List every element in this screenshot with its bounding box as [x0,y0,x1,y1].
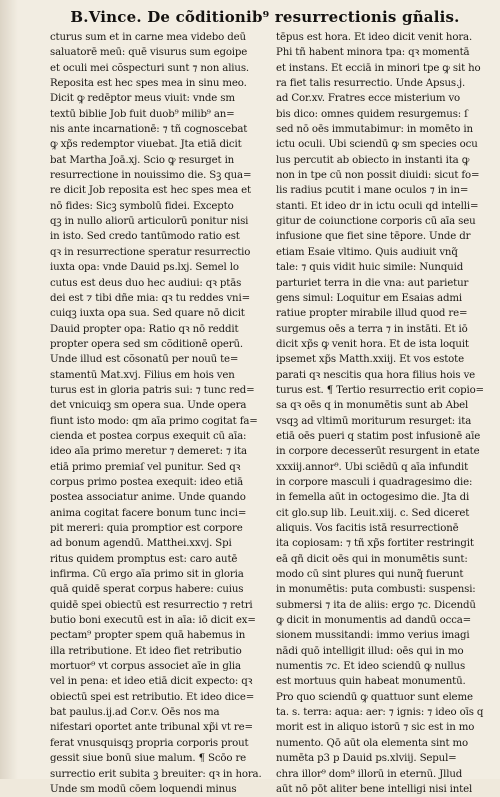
page-gutter-shadow [0,0,18,779]
left-column-line: cienda et postea corpus exequit cū aīa: [50,430,247,442]
right-column-line: ipsemet xp̃s Matth.xxiij. Et vos estote [276,354,464,366]
right-column-line: ꝙ dicit in monumentis ad dandū occa= [276,615,472,627]
right-column-line: aliquis. Vos facitis istā resurrectionē [276,523,459,534]
right-column-line: ita copiosam: ⁊ tñ xp̃s fortiter restringit [276,538,474,550]
right-column-line: Phi tñ habent minora tpa: qꝛ momentā [276,47,470,59]
right-column-line: non in tpe cū non possit diuidi: sicut fo= [276,170,480,182]
right-column-line: ta. s. terra: aqua: aer: ⁊ ignis: ⁊ ideo oīs q [276,707,484,719]
left-column-line: Unde illud est cõsonatū per nouū te= [50,354,239,366]
right-column-line: etiā oēs pueri q statim post infusionē aīe [276,430,481,442]
left-column-line: ad bonum agendū. Matthei.xxvj. Spi [50,538,232,550]
right-column-line: ratiue propter mirabile illud quod re= [276,308,468,320]
right-column-line: ictu oculi. Ubi sciendū ꝙ sm species ocu [276,139,478,151]
right-column-line: vsqꝫ ad vltimū moriturum resurget: ita [276,415,472,427]
left-column-line: Unde sm modū cōem loquendi minus [50,783,237,795]
left-column-line: in isto. Sed credo tantūmodo ratio est [50,231,240,243]
right-column-line: etiam Esaie vltimo. Quis audiuit vnq̃ [276,246,458,258]
right-column-line: parturiet terra in die vna: aut parietur [276,277,469,289]
right-text-column [276,30,490,795]
right-column-line: parati qꝛ nescitis qua hora filius hois ve [276,369,476,381]
right-column-line: stanti. Et ideo dr in ictu oculi qd intelli= [276,200,479,212]
left-column-line: cuiqꝫ iuxta opa sua. Sed quare nō dicit [50,308,245,320]
left-column-line: etiā primo premiaſ vel punitur. Sed qꝛ [50,461,241,473]
right-column-line: tale: ⁊ quis vidit huic simile: Nunquid [276,262,464,274]
right-column-line: ra fiet talis resurrectio. Unde Apsus.j. [276,78,466,90]
left-column-line: ideo aīa primo meretur ⁊ demeret: ⁊ ita [50,446,247,458]
left-column-line: cutus est deus duo hec audiui: qꝛ ptās [50,277,242,289]
right-column-line: lus percutit ab obiecto in instanti ita ꝙ [276,154,470,166]
left-column-line: Dauid propter opa: Ratio qꝛ nō reddit [50,323,239,335]
left-column-line: det vnicuiqꝫ sm opera sua. Unde opera [50,400,247,412]
left-column-line: illa retributione. Et ideo fiet retributio [50,645,242,657]
right-column-line: modo cū sint plures qui nunq̃ fuerunt [276,569,464,581]
right-column-line: infusione que fiet sine tēpore. Unde dr [276,231,471,243]
right-column-line: bis dico: omnes quidem resurgemus: ſ [276,108,468,120]
left-column-line: quidē spei obiectū est resurrectio ⁊ retri [50,599,253,611]
left-column-line: infirma. Cū ergo aīa primo sit in gloria [50,569,244,581]
right-column-line: est mortuus quin habeat monumentū. [276,676,466,688]
right-column-line: gitur de coiunctione corporis cū aīa seu [276,216,476,228]
left-column-line: iuxta opa: vnde Dauid ps.lxj. Semel lo [50,262,239,274]
right-column-line: turus est. ¶ Tertio resurrectio erit copio= [276,384,484,396]
left-column-line: vel in pena: et ideo etiā dicit expecto: qꝛ [50,676,253,688]
left-column-line: ferat vnusquisqꝫ propria corporis prout [50,737,249,749]
left-column-line: dei est ⁊ tibi dñe mia: qꝛ tu reddes vni= [50,292,250,304]
right-column-line: in corpore decesserūt resurgent in etate [276,446,480,458]
left-column-line: fiunt isto modo: qm aīa primo cogitat fa= [50,415,258,427]
right-column-line: dicit xp̃s ꝙ venit hora. Et de ista loquit [276,338,469,350]
left-column-line: nō fides: Sicꝫ symbolū fidei. Excepto [50,200,234,212]
left-column-line: corpus primo postea exequit: ideo etiā [50,476,244,488]
right-column-line: numēta p3 p Dauid ps.xlviij. Sepul= [276,753,457,765]
right-column-line: morit est in aliquo istorū ⁊ sic est in mo [276,722,475,734]
right-column-line: chra illor⁹ dom⁹ illorū in eternū. Jllud [276,768,463,780]
left-column-line: re dicit Job reposita est hec spes mea et [50,185,251,197]
left-column-line: textū biblie Job fuit duob⁹ milib⁹ an= [50,108,235,120]
left-text-column [50,30,264,795]
left-column-line: pectam⁹ propter spem quā habemus in [50,630,246,642]
right-column-line: cit glo.sup lib. Leuit.xiij. c. Sed diceret [276,507,470,519]
left-column-line: cturus sum et in carne mea videbo deū [50,32,246,43]
right-column-line: sa qꝛ oēs q in monumētis sunt ab Abel [276,400,469,412]
left-column-line: Reposita est hec spes mea in sinu meo. [50,78,247,90]
left-column-line: mortuor⁹ vt corpus associet aīe in glia [50,661,241,673]
left-column-line: nifestari oportet ante tribunal xp̃i vt re= [50,722,253,734]
left-column-line: turus est in gloria patris sui: ⁊ tunc red= [50,384,255,396]
right-column-line: xxxiij.annor⁹. Ubi sciēdū q aīa infundit [276,461,469,473]
right-column-line: Pro quo sciendū ꝙ quattuor sunt eleme [276,691,473,703]
left-column-line: surrectio erit subita ꝫ breuiter: qꝛ in hora. [50,768,262,780]
left-column-line: ritus quidem promptus est: caro autē [50,553,238,565]
right-column-line: in corpore masculi i quadragesimo die: [276,476,473,488]
right-column-line: aūt nō pōt aliter bene intelligi nisi intel [276,783,473,795]
left-column-line: bat Martha Joā.xj. Scio ꝙ resurget in [50,154,235,166]
left-column-line: quā quidē sperat corpus habere: cuius [50,584,244,596]
left-column-line: qꝛ in resurrectione speratur resurrectio [50,246,251,258]
right-column-line: in monumētis: puta combusti: suspensi: [276,584,476,596]
left-column-line: butio boni executū est in aīa: iō dicit ex= [50,615,256,627]
left-column-line: ꝙ xp̃s redemptor viuebat. Jta etiā dicit [50,139,242,151]
right-column-line: in femella aūt in octogesimo die. Jta di [276,492,470,504]
right-column-line: eā qñ dicit oēs qui in monumētis sunt: [276,553,468,565]
left-column-line: anima cogitat facere bonum tunc inci= [50,507,247,519]
right-column-line: submersi ⁊ ita de aliis: ergo ⁊c. Dicendū [276,599,476,611]
right-column-line: gens simul: Loquitur em Esaias admi [276,292,462,304]
left-column-line: et oculi mei cõspecturi sunt ⁊ non alius. [50,62,249,74]
left-column-line: bat paulus.ij.ad Cor.v. Oēs nos ma [50,707,220,719]
right-column-line: numento. Qō aūt ola elementa sint mo [276,737,469,749]
left-column-line: pit mereri: quia promptior est corpore [50,523,243,534]
left-column-line: propter opera sed sm cõditionē operū. [50,338,244,350]
right-column-line: lis radius pcutit i mane oculos ⁊ in in= [276,185,469,197]
left-column-line: Dicit ꝙ redēptor meus viuit: vnde sm [50,93,235,105]
right-column-line: surgemus oēs a terra ⁊ in instāti. Et iō [276,323,468,335]
right-column-line: ad Cor.xv. Fratres ecce misterium vo [276,93,461,105]
left-column-line: saluatorē meū: quē visurus sum egoipe [50,47,248,59]
left-column-line: stamentū Mat.xvj. Filius em hois ven [50,369,235,381]
right-column-line: numentis ⁊c. Et ideo sciendū ꝙ nullus [276,661,466,673]
right-column-line: tēpus est hora. Et ideo dicit venit hora. [276,32,473,43]
right-column-line: sionem mussitandi: immo verius imagi [276,630,470,642]
right-column-line: nādi quō intelligit illud: oēs qui in mo [276,645,464,657]
left-column-line: postea associatur anime. Unde quando [50,492,246,504]
left-column-line: qꝫ in nullo aliorū articulorū ponitur nisi [50,216,249,228]
left-column-line: obiectū spei est retributio. Et ideo dice= [50,691,255,703]
right-column-line: et instans. Et ecciā in minori tpe ꝙ sit ho [276,62,481,74]
left-column-line: nis ante incarnationē: ⁊ tñ cognoscebat [50,124,248,136]
left-column-line: resurrectione in nouissimo die. Sꝫ qua= [50,170,252,182]
left-column-line: gessit siue bonū siue malum. ¶ Scōo re [50,753,247,765]
right-column-line: sed nō oēs immutabimur: in momēto in [276,124,473,136]
running-head: B.Vince. De cõditionib⁹ resurrectionis gñalis. [70,8,460,26]
